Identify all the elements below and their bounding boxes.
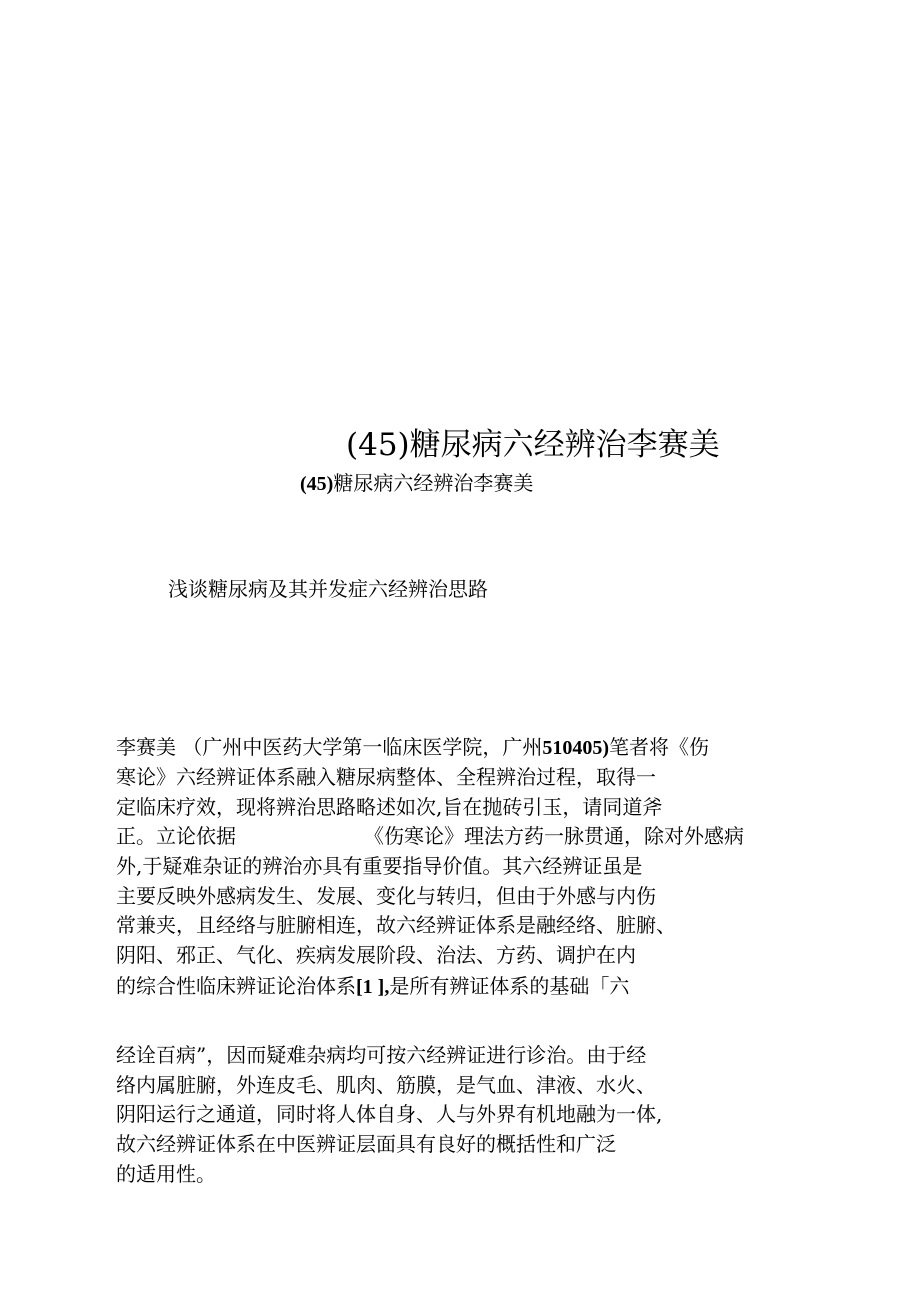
paragraph2-line2: 络内属脏腑，外连皮毛、肌肉、筋膜，是气血、津液、水火、 (116, 1073, 656, 1097)
paragraph1-line5: 外,于疑难杂证的辨治亦具有重要指导价值。其六经辨证虽是 (116, 854, 643, 878)
paragraph1-line1 (116, 733, 709, 762)
subtitle-text: 糖尿病六经辨治李赛美 (333, 471, 534, 495)
article-heading: 浅谈糖尿病及其并发症六经辨治思路 (168, 577, 488, 601)
paragraph1-line8: 阴阳、邪正、气化、疾病发展阶段、治法、方药、调护在内 (116, 943, 636, 967)
postal-code: 510405) (542, 737, 610, 759)
document-subtitle (300, 469, 533, 498)
paragraph2-line4: 故六经辨证体系在中医辨证层面具有良好的概括性和广泛 (116, 1132, 616, 1156)
author-affiliation: 李赛美 （广州中医药大学第一临床医学院，广州 (116, 735, 543, 759)
paragraph2-line1: 经诠百病”，因而疑难杂病均可按六经辨证进行诊治。由于经 (116, 1043, 647, 1067)
section-label: 正。立论依据 (116, 824, 236, 848)
paragraph1-line9 (116, 972, 629, 1001)
paragraph1-line6: 主要反映外感病发生、发展、变化与转归，但由于外感与内伤 (116, 884, 656, 908)
paragraph1-line9-tail: 是所有辨证体系的基础「六 (389, 974, 630, 998)
paragraph2-line5: 的适用性。 (116, 1162, 216, 1186)
paragraph1-line4-tail: 《伤寒论》理法方药一脉贯通，除对外感病 (364, 824, 744, 848)
paragraph1-line4 (116, 822, 744, 850)
subtitle-number: (45) (300, 473, 334, 495)
document-title: (45)糖尿病六经辨治李赛美 (346, 427, 720, 463)
paragraph1-line1-tail: 笔者将《伤 (609, 735, 710, 759)
paragraph1-line2: 寒论》六经辨证体系融入糖尿病整体、全程辨治过程，取得一 (116, 765, 656, 789)
paragraph2-line3: 阴阳运行之通道，同时将人体自身、人与外界有机地融为一体, (116, 1102, 663, 1126)
paragraph1-line3: 定临床疗效，现将辨治思路略述如次,旨在抛砖引玉，请同道斧 (116, 795, 663, 819)
reference-citation: [1 ], (356, 976, 390, 998)
paragraph1-line7: 常兼夹，且经络与脏腑相连，故六经辨证体系是融经络、脏腑、 (116, 913, 676, 937)
paragraph1-line9-head: 的综合性临床辨证论治体系 (116, 974, 356, 998)
